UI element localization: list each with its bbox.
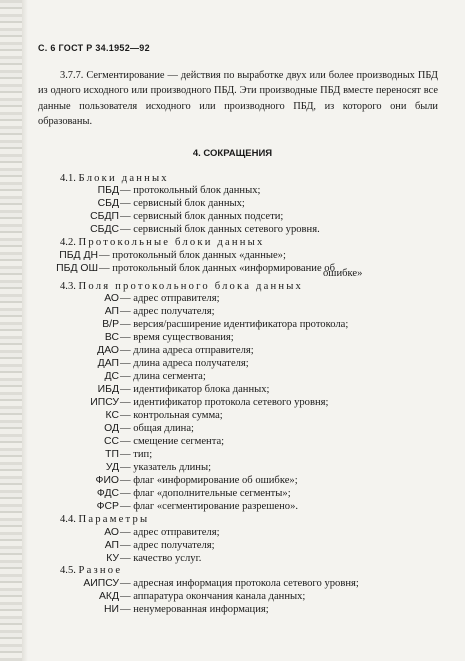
definition: — протокольный блок данных «данные»; [99, 250, 286, 261]
group-number: 4.1. [60, 173, 76, 184]
abbreviation: ФДС [96, 488, 119, 499]
group-title: Разное [78, 565, 123, 576]
definition: — качество услуг. [120, 553, 202, 564]
abbreviation: АО [104, 527, 119, 538]
definition: — адрес отправителя; [120, 527, 220, 538]
scan-shadow [22, 0, 28, 661]
definition: — флаг «информирование об ошибке»; [120, 475, 298, 486]
definition: — версия/расширение идентификатора протокола; [120, 319, 349, 330]
abbreviation: ПБД [97, 185, 119, 196]
definition: — адрес отправителя; [120, 293, 220, 304]
definition: — идентификатор протокола сетевого уровня; [120, 397, 329, 408]
abbreviation: ПБД ОШ [56, 263, 98, 274]
abbreviation: УД [105, 462, 119, 473]
group-heading [60, 564, 122, 577]
page-header: С. 6 ГОСТ Р 34.1952—92 [38, 43, 150, 53]
abbreviation: ДАО [97, 345, 119, 356]
definition: — контрольная сумма; [120, 410, 223, 421]
group-number: 4.4. [60, 514, 76, 525]
section-title: 4. СОКРАЩЕНИЯ [192, 148, 273, 159]
definition-continuation: ошибке» [323, 268, 363, 279]
definition: — идентификатор блока данных; [120, 384, 270, 395]
definition: — адрес получателя; [120, 540, 215, 551]
definition: — протокольный блок данных «информирование об [99, 263, 335, 274]
definition: — длина сегмента; [120, 371, 206, 382]
definition: — протокольный блок данных; [120, 185, 261, 196]
abbreviation: АО [104, 293, 119, 304]
definition: — длина адреса отправителя; [120, 345, 254, 356]
definition: — смещение сегмента; [120, 436, 225, 447]
group-heading [60, 513, 149, 526]
group-number: 4.5. [60, 565, 76, 576]
abbreviation: АИПСУ [83, 578, 119, 589]
abbreviation: ДАП [97, 358, 119, 369]
definition: — адрес получателя; [120, 306, 215, 317]
group-title: Поля протокольного блока данных [78, 281, 304, 292]
abbreviation: ДС [104, 371, 119, 382]
definition: — ненумерованная информация; [120, 604, 269, 615]
abbreviation: ИБД [97, 384, 119, 395]
abbreviation: СБДС [90, 224, 119, 235]
definition: — сервисный блок данных; [120, 198, 245, 209]
abbreviation: В/Р [102, 319, 119, 330]
abbreviation: АП [104, 306, 119, 317]
definition: — флаг «сегментирование разрешено». [120, 501, 299, 512]
group-title: Протокольные блоки данных [78, 237, 265, 248]
definition: — сервисный блок данных подсети; [120, 211, 284, 222]
abbreviation: СБДП [90, 211, 119, 222]
definition: — адресная информация протокола сетевого уровня; [120, 578, 359, 589]
definition: — флаг «дополнительные сегменты»; [120, 488, 291, 499]
abbreviation: ФИО [95, 475, 119, 486]
abbreviation: ОД [104, 423, 119, 434]
group-number: 4.2. [60, 237, 76, 248]
abbreviation: ТП [105, 449, 119, 460]
abbreviation: СБД [97, 198, 119, 209]
group-title: Блоки данных [78, 173, 169, 184]
abbreviation: КС [105, 410, 119, 421]
paragraph-3-7-7 [38, 68, 438, 129]
group-number: 4.3. [60, 281, 76, 292]
definition: — аппаратура окончания канала данных; [120, 591, 306, 602]
abbreviation: АКД [98, 591, 119, 602]
abbreviation: КУ [106, 553, 119, 564]
abbreviation: ПБД ДН [59, 250, 98, 261]
abbreviation: ИПСУ [90, 397, 119, 408]
group-heading [60, 236, 264, 249]
group-title: Параметры [78, 514, 150, 525]
definition: — время существования; [120, 332, 234, 343]
scan-edge [0, 0, 22, 661]
abbreviation: НИ [104, 604, 119, 615]
definition: — общая длина; [120, 423, 194, 434]
abbreviation: АП [104, 540, 119, 551]
definition: — указатель длины; [120, 462, 212, 473]
definition: — сервисный блок данных сетевого уровня. [120, 224, 320, 235]
definition: — длина адреса получателя; [120, 358, 249, 369]
paragraph-text: 3.7.7. Сегментирование — действия по выработке двух или более производных ПБД из одного исходного или производного ПБД. Эти производные ПБД вместе переносят все данные пользователя исходного или производного ПБД, из которого они были образованы. [38, 70, 438, 127]
abbreviation: ВС [104, 332, 119, 343]
definition: — тип; [120, 449, 153, 460]
abbreviation: ФСР [96, 501, 119, 512]
abbreviation: СС [103, 436, 119, 447]
